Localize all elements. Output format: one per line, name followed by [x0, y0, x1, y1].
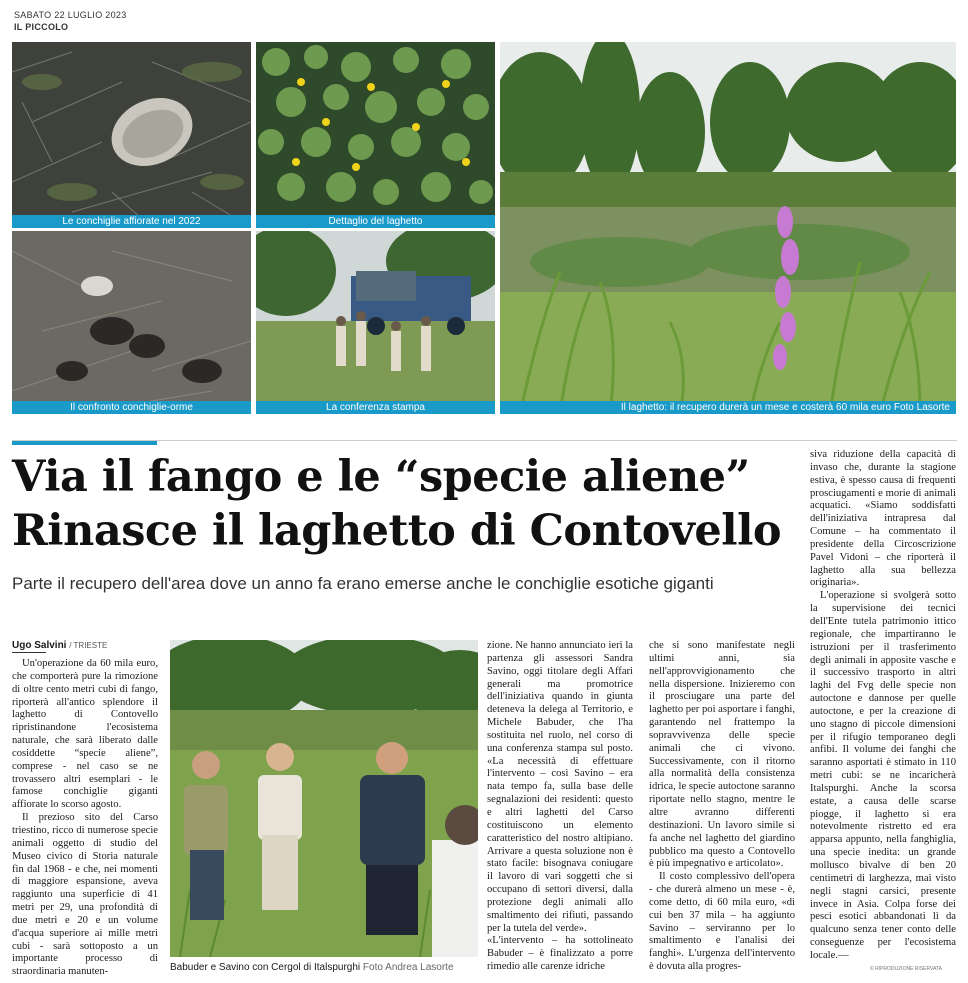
byline: Ugo Salvini / TRIESTE [12, 640, 108, 651]
column-3 [487, 640, 633, 974]
accent-bar [12, 441, 157, 445]
caption-pond-credit: Foto Lasorte [893, 402, 950, 413]
dateline-location: TRIESTE [73, 641, 108, 650]
byline-underline [12, 652, 46, 653]
shell-footprints-image [12, 231, 251, 414]
caption-pond [500, 401, 956, 414]
caption-people-text: Babuder e Savino con Cergol di Italspurghi [170, 962, 361, 973]
col1-paragraph-1: Un'operazione da 60 mila euro, che comporterà pure la rimozione di oltre cento metri cubi di fango, riporterà all'antico splendore il laghetto di Contovello ripristinandone l'ecosistema naturale, che sarà liberato dalle cosiddette “specie aliene”, comprese - nel caso se ne trovassero altri esemplari - le famose conchiglie giganti affiorate lo scorso agosto. [12, 658, 158, 811]
newspaper-name: IL PICCOLO [14, 22, 69, 32]
press-conference-image [256, 231, 495, 414]
col3-paragraph-2: «L'intervento – ha sottolineato Babuder – è finalizzato a porre rimedio alle carenze idriche [487, 935, 633, 973]
column-5 [810, 449, 956, 963]
caption-people-credit: Foto Andrea Lasorte [362, 962, 454, 973]
photo-shell-2022 [12, 42, 251, 228]
col3-paragraph-1: zione. Ne hanno annunciato ieri la partenza gli assessori Sandra Savino, oggi titolare degli Affari generali ma promotrice dell'iniziativa quando in giunta deteneva la delega al Territorio, e Michele Babuder, che l'ha sostituita nel ruolo, nel corso di una conferenza stampa sul posto. «La necessità di effettuare l'intervento – così Savino – era nata tempo fa, sulla base delle segnalazioni dei residenti: questo e altri laghetti del Carso costituiscono un elemento caratteristico del nostro altipiano. Arrivare a questa soluzione non è stato facile: bisognava coniugare il lavoro di vari soggetti che si occupano di settori diversi, dalla protezione degli animali allo smaltimento dei rifiuti, passando per la tutela del verde». [487, 640, 633, 934]
pond-landscape-image [500, 42, 956, 414]
photo-people [170, 640, 478, 957]
caption-shell-2022: Le conchiglie affiorate nel 2022 [12, 215, 251, 228]
photo-conference [256, 231, 495, 414]
shell-mud-image [12, 42, 251, 228]
col4-paragraph-2: Il costo complessivo dell'opera - che durerà almeno un mese - è, come detto, di 60 mila euro, «di cui ben 37 mila – ha aggiunto Savino – serviranno per lo smaltimento e l'analisi dei fanghi». L'urgenza dell'intervento è dovuta alla progres- [649, 871, 795, 973]
caption-compare: Il confronto conchiglie-orme [12, 401, 251, 414]
caption-pond-text: Il laghetto: il recupero durerà un mese e costerà 60 mila euro [620, 402, 892, 413]
col5-paragraph-2: L'operazione si svolgerà sotto la supervisione dei tecnici dell'Ente tutela patrimonio ittico regionale, che impartiranno le istruzioni per il trasferimento degli animali in apposite vasche e il successivo trasporto in altri laghi del Fvg delle specie non autoctone e dannose per quelle autoctone, e per la creazione di uno stagno di piccole dimensioni per il rifugio temporaneo degli anfibi. Il volume dei fanghi che saranno asportati è stimato in 110 metri cubi: se ne incaricherà Italspurghi. Anche la scorsa estate, a causa delle scarse piogge, il laghetto si era notevolmente ristretto ed era apparsa appunto, nella fanghiglia, una specie inedita: un grande mollusco bivalve di ben 20 centimetri di larghezza, mai visto negli stagni carsici, presente invece in Asia. Colpa forse dei pesci esotici abbandonati lì da qualcuno senza tener conto delle conseguenze per l'ecosistema locale.— [810, 590, 956, 961]
headline-line-1: Via il fango e le “specie aliene” [12, 452, 750, 502]
people-at-pond-image [170, 640, 478, 957]
caption-people [170, 962, 454, 973]
caption-pond-detail: Dettaglio del laghetto [256, 215, 495, 228]
headline-line-2: Rinasce il laghetto di Contovello [12, 506, 782, 556]
water-lilies-image [256, 42, 495, 228]
column-4 [649, 640, 795, 974]
photo-compare [12, 231, 251, 414]
col1-paragraph-2: Il prezioso sito del Carso triestino, ricco di numerose specie animali oggetto di studio del Museo civico di Storia naturale fin dal 1968 - e che, nei momenti di maggiore espansione, aveva raggiunto una superficie di 41 metri per 29, una profondità di due metri e 20 e un volume d'acqua superiore ai mille metri cubi - sarà sottoposto a un importante processo di straordinaria manuten- [12, 812, 158, 978]
photo-pond [500, 42, 956, 414]
caption-conference: La conferenza stampa [256, 401, 495, 414]
column-1 [12, 658, 158, 979]
author-name: Ugo Salvini [12, 640, 67, 651]
subheadline: Parte il recupero dell'area dove un anno fa erano emerse anche le conchiglie esotiche giganti [12, 574, 714, 593]
photo-pond-detail [256, 42, 495, 228]
copyright-notice: © RIPRODUZIONE RISERVATA [870, 966, 942, 972]
col4-paragraph-1: che si sono manifestate negli ultimi anni, sia nell'approvvigionamento che nella dispersione. Inizieremo con il prosciugare una parte del laghetto per poi asportare i fanghi, garantendo nel frattempo la sopravvivenza delle specie animali che ci vivono. Successivamente, con il ritorno alla normalità della consistenza idrica, le specie autoctone saranno riportate nello stagno, mentre le altre avranno differenti destinazioni. Un lavoro simile si fa anche nel laghetto del giardino pubblico ma questo a Contovello è più impegnativo e articolato». [649, 640, 795, 870]
page-date: SABATO 22 LUGLIO 2023 [14, 10, 127, 20]
col5-paragraph-1: siva riduzione della capacità di invaso che, durante la stagione estiva, è spesso causa di frequenti prosciugamenti e morie di animali acquatici. «Siamo soddisfatti dell'iniziativa intrapresa dal Comune – ha commentato il presidente della Circoscrizione Pavel Vidoni – che riporterà il laghetto alla sua bellezza originaria». [810, 449, 956, 589]
